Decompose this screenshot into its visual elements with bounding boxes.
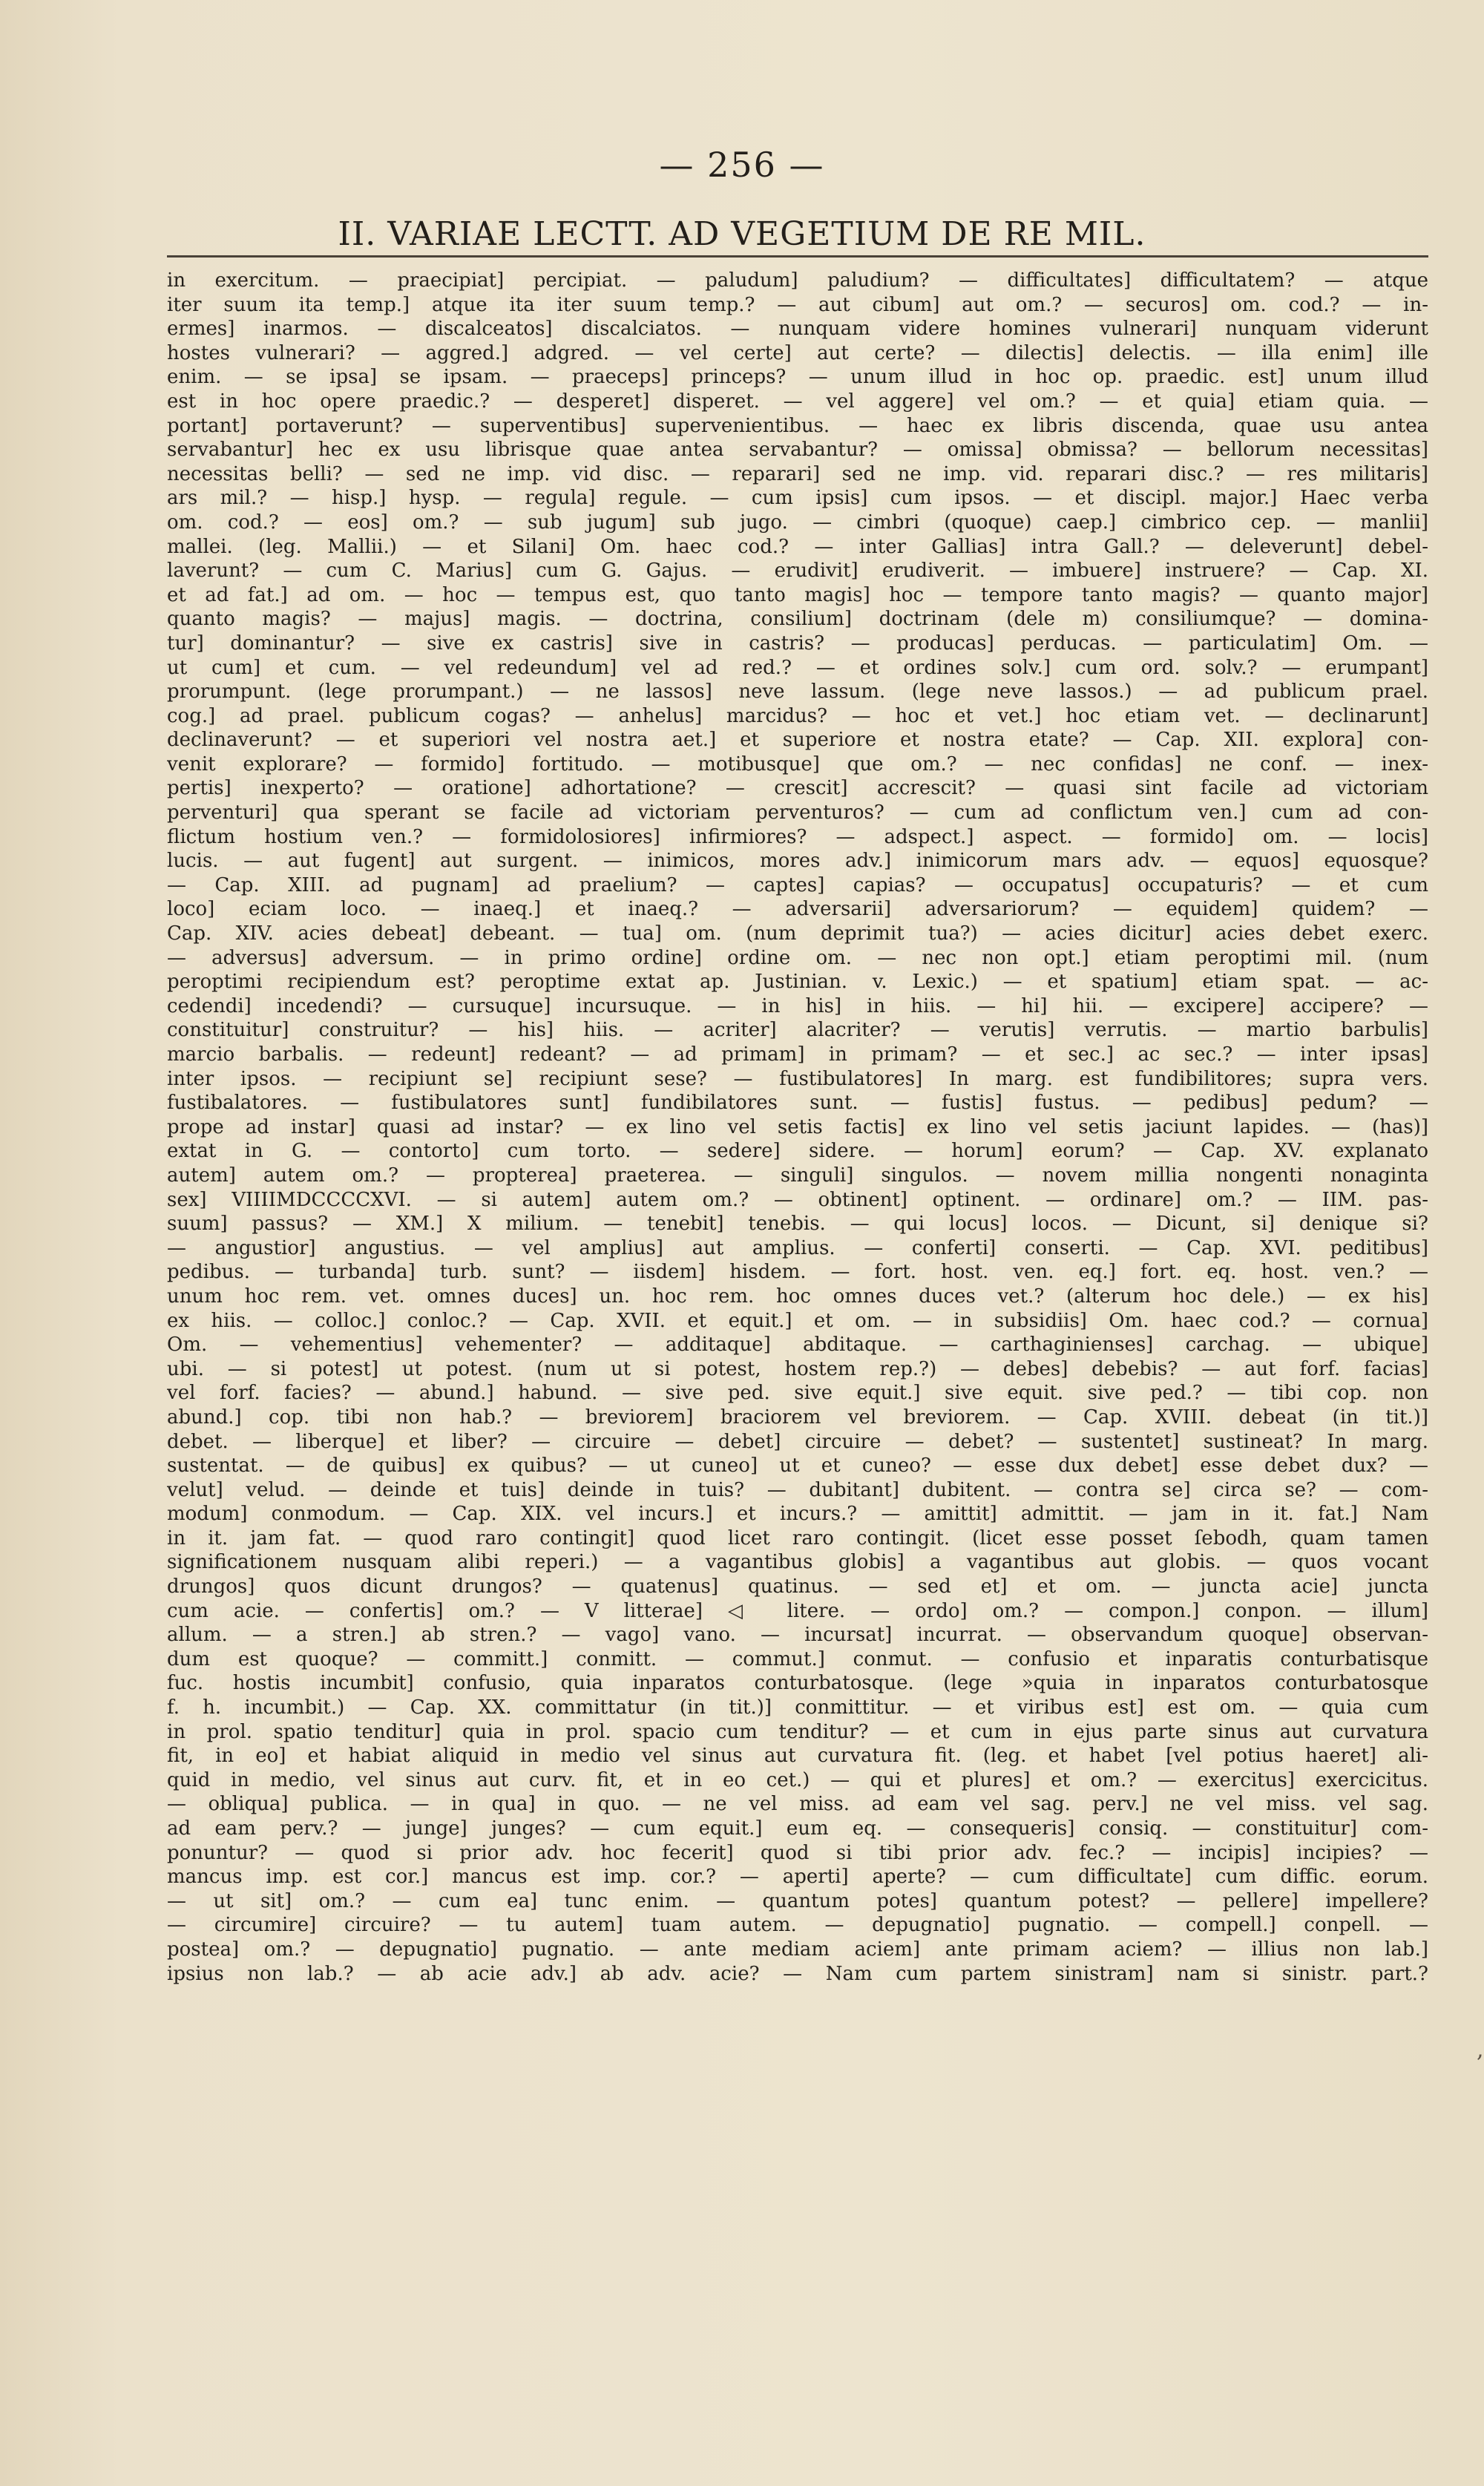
text-line: — Cap. XIII. ad pugnam] ad praelium? — captes] capias? — occupatus] occupaturis? — et cum: [167, 873, 1428, 896]
text-line: servabantur] hec ex usu librisque quae antea servabantur? — omissa] obmissa? — bellorum necessitas]: [167, 439, 1428, 462]
running-head: II. VARIAE LECTT. AD VEGETIUM DE RE MIL.: [338, 215, 1146, 253]
text-line: mancus imp. est cor.] mancus est imp. cor.? — aperti] aperte? — cum difficultate] cum diffic. eorum.: [167, 1866, 1428, 1889]
text-line: f. h. incumbit.) — Cap. XX. committatur (in tit.)] conmittitur. — et viribus est] est om. — quia cum: [167, 1696, 1428, 1719]
text-line: — angustior] angustius. — vel amplius] aut amplius. — conferti] conserti. — Cap. XVI. peditibus]: [167, 1236, 1428, 1259]
page-number: — 256 —: [659, 145, 825, 185]
text-line: est in hoc opere praedic.? — desperet] disperet. — vel aggere] vel om.? — et quia] etiam quia. —: [167, 390, 1428, 413]
text-line: et ad fat.] ad om. — hoc — tempus est, quo tanto magis] hoc — tempore tanto magis? — quanto major]: [167, 583, 1428, 606]
text-line: flictum hostium ven.? — formidolosiores] infirmiores? — adspect.] aspect. — formido] om. — locis]: [167, 825, 1428, 848]
text-line: Cap. XIV. acies debeat] debeant. — tua] om. (num deprimit tua?) — acies dicitur] acies debet exerc.: [167, 922, 1428, 945]
text-line: lucis. — aut fugent] aut surgent. — inimicos, mores adv.] inimicorum mars adv. — equos] equosque?: [167, 850, 1428, 873]
text-line: ipsius non lab.? — ab acie adv.] ab adv. acie? — Nam cum partem sinistram] nam si sinistr. part.?: [167, 1962, 1428, 1985]
text-line: enim. — se ipsa] se ipsam. — praeceps] princeps? — unum illud in hoc op. praedic. est] unum illud: [167, 366, 1428, 389]
text-line: perventuri] qua sperant se facile ad victoriam perventuros? — cum ad conflictum ven.] cum ad con-: [167, 801, 1428, 824]
header-rule: [167, 255, 1428, 258]
text-line: iter suum ita temp.] atque ita iter suum temp.? — aut cibum] aut om.? — securos] om. cod.? — in-: [167, 293, 1428, 316]
text-line: fuc. hostis incumbit] confusio, quia inparatos conturbatosque. (lege »quia in inparatos conturbatosque: [167, 1672, 1428, 1695]
text-line: allum. — a stren.] ab stren.? — vago] vano. — incursat] incurrat. — observandum quoque] observan-: [167, 1624, 1428, 1647]
text-line: pedibus. — turbanda] turb. sunt? — iisdem] hisdem. — fort. host. ven. eq.] fort. eq. host. ven.? —: [167, 1261, 1428, 1284]
text-line: autem] autem om.? — propterea] praeterea. — singuli] singulos. — novem millia nongenti nonaginta: [167, 1164, 1428, 1187]
text-line: portant] portaverunt? — superventibus] supervenientibus. — haec ex libris discenda, quae usu antea: [167, 414, 1428, 437]
text-line: velut] velud. — deinde et tuis] deinde in tuis? — dubitant] dubitent. — contra se] circa se? — com-: [167, 1478, 1428, 1501]
text-line: — adversus] adversum. — in primo ordine] ordine om. — nec non opt.] etiam peroptimi mil. (num: [167, 946, 1428, 969]
text-line: sex] VIIIIMDCCCCXVI. — si autem] autem om.? — obtinent] optinent. — ordinare] om.? — IIM. pas-: [167, 1188, 1428, 1211]
text-line: inter ipsos. — recipiunt se] recipiunt sese? — fustibulatores] In marg. est fundibilitores; supra vers.: [167, 1067, 1428, 1090]
text-line: prope ad instar] quasi ad instar? — ex lino vel setis factis] ex lino vel setis jaciunt lapides. — (has)]: [167, 1115, 1428, 1138]
text-line: abund.] cop. tibi non hab.? — breviorem] braciorem vel breviorem. — Cap. XVIII. debeat (in tit.)]: [167, 1406, 1428, 1429]
text-line: ermes] inarmos. — discalceatos] discalciatos. — nunquam videre homines vulnerari] nunquam viderunt: [167, 318, 1428, 341]
text-line: ponuntur? — quod si prior adv. hoc fecerit] quod si tibi prior adv. fec.? — incipis] incipies? —: [167, 1841, 1428, 1864]
text-line: om. cod.? — eos] om.? — sub jugum] sub jugo. — cimbri (quoque) caep.] cimbrico cep. — manlii]: [167, 511, 1428, 534]
text-line: in it. jam fat. — quod raro contingit] quod licet raro contingit. (licet esse posset ſebodh, quam tamen: [167, 1526, 1428, 1549]
text-line: tur] dominantur? — sive ex castris] sive in castris? — producas] perducas. — particulatim] Om. —: [167, 632, 1428, 655]
text-line: dum est quoque? — committ.] conmitt. — commut.] conmut. — confusio et inparatis conturbatisque: [167, 1647, 1428, 1670]
text-line: drungos] quos dicunt drungos? — quatenus] quatinus. — sed et] et om. — juncta acie] juncta: [167, 1575, 1428, 1598]
text-line: sustentat. — de quibus] ex quibus? — ut cuneo] ut et cuneo? — esse dux debet] esse debet dux? —: [167, 1454, 1428, 1478]
text-line: debet. — liberque] et liber? — circuire — debet] circuire — debet? — sustentet] sustineat? In marg.: [167, 1430, 1428, 1453]
text-line: ad eam perv.? — junge] junges? — cum equit.] eum eq. — consequeris] consiq. — constituitur] com-: [167, 1817, 1428, 1840]
text-line: fit, in eo] et habiat aliquid in medio vel sinus aut curvatura fit. (leg. et habet [vel potius haeret] ali-: [167, 1745, 1428, 1768]
margin-mark: ,: [1477, 2037, 1484, 2063]
text-line: cum acie. — confertis] om.? — V litterae] ◁ litere. — ordo] om.? — compon.] conpon. — illum]: [167, 1599, 1428, 1622]
text-line: mallei. (leg. Mallii.) — et Silani] Om. haec cod.? — inter Gallias] intra Gall.? — deleverunt] debel-: [167, 535, 1428, 558]
text-line: ex hiis. — colloc.] conloc.? — Cap. XVII. et equit.] et om. — in subsidiis] Om. haec cod.? — cornua]: [167, 1309, 1428, 1332]
text-line: Om. — vehementius] vehementer? — additaque] abditaque. — carthaginienses] carchag. — ubique]: [167, 1334, 1428, 1357]
text-line: prorumpunt. (lege prorumpant.) — ne lassos] neve lassum. (lege neve lassos.) — ad publicum prael.: [167, 680, 1428, 704]
text-line: — circumire] circuire? — tu autem] tuam autem. — depugnatio] pugnatio. — compell.] conpell. —: [167, 1914, 1428, 1937]
text-line: ut cum] et cum. — vel redeundum] vel ad red.? — et ordines solv.] cum ord. solv.? — erumpant]: [167, 656, 1428, 679]
text-line: significationem nusquam alibi reperi.) — a vagantibus globis] a vagantibus aut globis. — quos vocant: [167, 1551, 1428, 1574]
text-line: — obliqua] publica. — in qua] in quo. — ne vel miss. ad eam vel sag. perv.] ne vel miss. vel sag.: [167, 1793, 1428, 1816]
text-line: hostes vulnerari? — aggred.] adgred. — vel certe] aut certe? — dilectis] delectis. — illa enim] ille: [167, 341, 1428, 364]
text-line: marcio barbalis. — redeunt] redeant? — ad primam] in primam? — et sec.] ac sec.? — inter ipsas]: [167, 1043, 1428, 1066]
text-line: loco] eciam loco. — inaeq.] et inaeq.? — adversarii] adversariorum? — equidem] quidem? —: [167, 898, 1428, 921]
text-line: unum hoc rem. vet. omnes duces] un. hoc rem. hoc omnes duces vet.? (alterum hoc dele.) — ex his]: [167, 1285, 1428, 1308]
text-line: fustibalatores. — fustibulatores sunt] fundibilatores sunt. — fustis] fustus. — pedibus] pedum? —: [167, 1092, 1428, 1115]
text-line: ubi. — si potest] ut potest. (num ut si potest, hostem rep.?) — debes] debebis? — aut forf. facias]: [167, 1357, 1428, 1380]
text-line: quid in medio, vel sinus aut curv. fit, et in eo cet.) — qui et plures] et om.? — exercitus] exercicitus.: [167, 1768, 1428, 1791]
text-line: in exercitum. — praecipiat] percipiat. — paludum] paludium? — difficultates] difficultatem? — atque: [167, 269, 1428, 292]
text-line: necessitas belli? — sed ne imp. vid disc. — reparari] sed ne imp. vid. reparari disc.? — res militaris]: [167, 462, 1428, 485]
text-line: extat in G. — contorto] cum torto. — sedere] sidere. — horum] eorum? — Cap. XV. explanato: [167, 1140, 1428, 1163]
text-line: pertis] inexperto? — oratione] adhortatione? — crescit] accrescit? — quasi sint facile ad victoriam: [167, 777, 1428, 800]
text-line: quanto magis? — majus] magis. — doctrina, consilium] doctrinam (dele m) consiliumque? — domina-: [167, 608, 1428, 631]
text-line: suum] passus? — XM.] X milium. — tenebit] tenebis. — qui locus] locos. — Dicunt, si] denique si?: [167, 1213, 1428, 1236]
text-line: cedendi] incedendi? — cursuque] incursuque. — in his] in hiis. — hi] hii. — excipere] accipere? —: [167, 994, 1428, 1017]
text-line: declinaverunt? — et superiori vel nostra aet.] et superiore et nostra etate? — Cap. XII. explora] con-: [167, 729, 1428, 752]
text-line: cog.] ad prael. publicum cogas? — anhelus] marcidus? — hoc et vet.] hoc etiam vet. — declinarunt]: [167, 704, 1428, 727]
text-line: venit explorare? — formido] fortitudo. — motibusque] que om.? — nec confidas] ne conf. — inex-: [167, 752, 1428, 775]
text-line: ars mil.? — hisp.] hysp. — regula] regule. — cum ipsis] cum ipsos. — et discipl. major.] Haec verba: [167, 487, 1428, 510]
body-text: [167, 269, 1428, 1986]
text-line: — ut sit] om.? — cum ea] tunc enim. — quantum potes] quantum potest? — pellere] impellere?: [167, 1889, 1428, 1912]
text-line: postea] om.? — depugnatio] pugnatio. — ante mediam aciem] ante primam aciem? — illius non lab.]: [167, 1938, 1428, 1961]
text-line: constituitur] construitur? — his] hiis. — acriter] alacriter? — verutis] verrutis. — martio barbulis]: [167, 1019, 1428, 1042]
text-line: modum] conmodum. — Cap. XIX. vel incurs.] et incurs.? — amittit] admittit. — jam in it. fat.] Nam: [167, 1503, 1428, 1526]
text-line: peroptimi recipiendum est? peroptime extat ap. Justinian. v. Lexic.) — et spatium] etiam spat. — ac-: [167, 971, 1428, 994]
text-line: in prol. spatio tenditur] quia in prol. spacio cum tenditur? — et cum in ejus parte sinus aut curvatura: [167, 1720, 1428, 1743]
text-line: vel forf. facies? — abund.] habund. — sive ped. sive equit.] sive equit. sive ped.? — tibi cop. non: [167, 1382, 1428, 1405]
text-line: laverunt? — cum C. Marius] cum G. Gajus. — erudivit] erudiverit. — imbuere] instruere? — Cap. XI.: [167, 560, 1428, 583]
